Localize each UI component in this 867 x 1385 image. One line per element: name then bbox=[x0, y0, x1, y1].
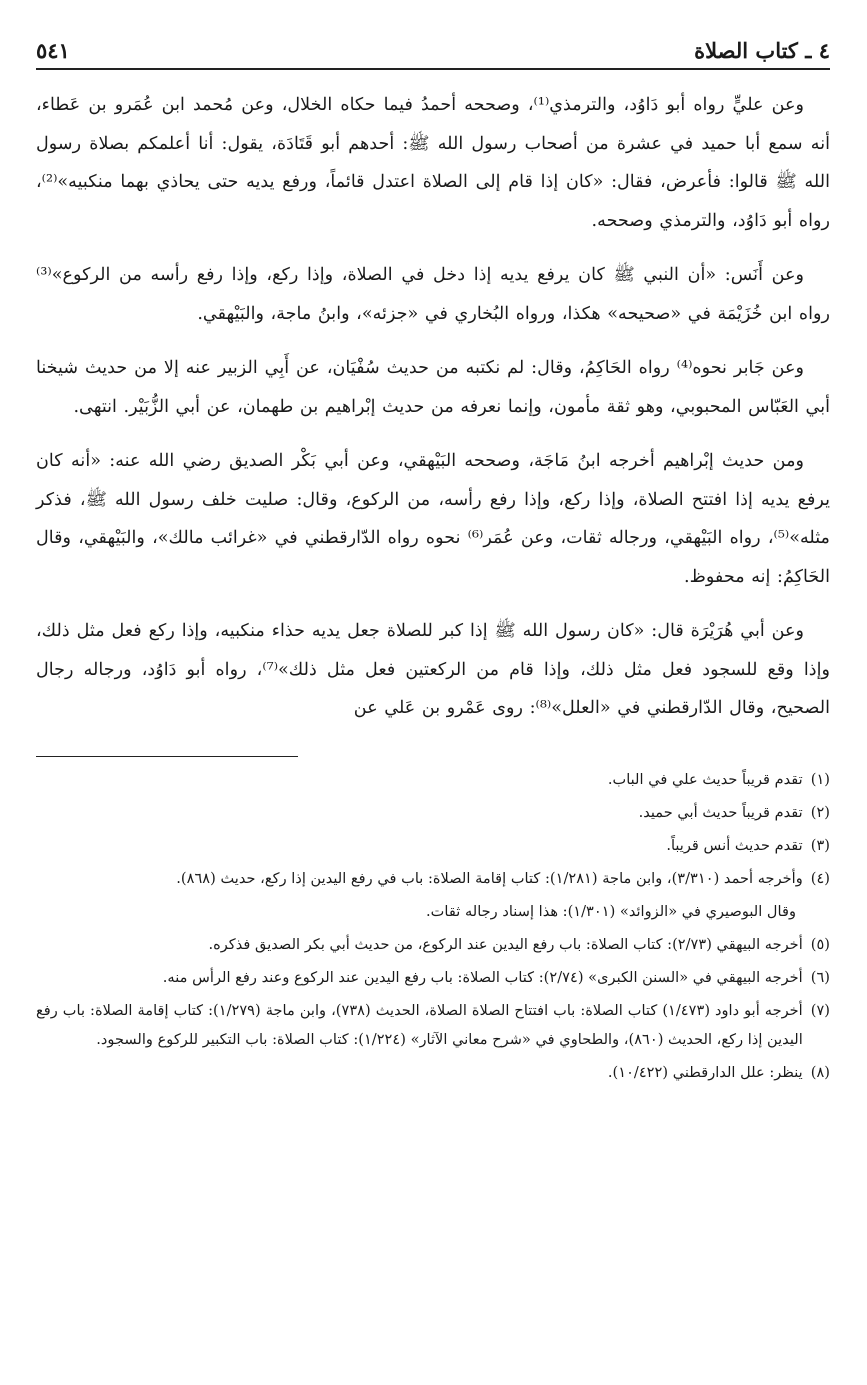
chapter-title: ٤ ـ كتاب الصلاة bbox=[694, 38, 830, 63]
footnote-number: (٧) bbox=[810, 1001, 830, 1019]
footnote-number: (٦) bbox=[810, 968, 830, 986]
page-header bbox=[36, 38, 830, 70]
paragraph: وعن أَنَس: «أن النبي ﷺ كان يرفع يديه إذا دخل في الصلاة، وإذا ركع، وإذا رفع رأسه من الركوع»⁽³⁾ رواه ابن خُزَيْمَة في «صحيحه» هكذا، ورواه البُخاري في «جزئه»، وابنُ ماجة، والبَيْهقي. bbox=[36, 265, 830, 324]
footnote-text: ينظر: علل الدارقطني (١٠/٤٢٢). bbox=[607, 1063, 803, 1081]
page-number: ٥٤١ bbox=[36, 38, 70, 63]
footnote-number: (٨) bbox=[810, 1063, 830, 1081]
footnote-text: تقدم قريباً حديث علي في الباب. bbox=[607, 770, 803, 788]
footnote-text: تقدم قريباً حديث أبي حميد. bbox=[638, 803, 803, 821]
footnote-number: (٢) bbox=[810, 803, 830, 821]
footnotes bbox=[36, 765, 830, 1087]
footnote bbox=[36, 1058, 830, 1087]
paragraph: ومن حديث إبْراهيم أخرجه ابنُ مَاجَة، وصححه البَيْهقي، وعن أبي بَكْر الصديق رضي الله عنه: «أنه كان يرفع يديه إذا افتتح الصلاة، وإذا ركع، وإذا رفع رأسه، من الركوع، وقال: صليت خلف رسول الله ﷺ، فذكر مثله»⁽⁵⁾، رواه البَيْهقي، ورجاله ثقات، وعن عُمَر⁽⁶⁾ نحوه رواه الدّارقطني في «غرائب مالك»، والبَيْهقي، وقال الحَاكِمُ: إنه محفوظ. bbox=[36, 451, 830, 587]
footnote bbox=[36, 930, 830, 959]
footnote bbox=[36, 963, 830, 992]
book-page bbox=[36, 38, 830, 1091]
footnote-number: (١) bbox=[810, 770, 830, 788]
paragraph: وعن أبي هُرَيْرَة قال: «كان رسول الله ﷺ إذا كبر للصلاة جعل يديه حذاء منكبيه، وإذا ركع فعل مثل ذلك، وإذا وقع للسجود فعل مثل ذلك، وإذا قام من الركعتين فعل مثل ذلك»⁽⁷⁾، رواه أبو دَاوُد، ورجاله رجال الصحيح، وقال الدّارقطني في «العلل»⁽⁸⁾: روى عَمْرو بن عَلي عن bbox=[36, 621, 830, 718]
footnote bbox=[36, 996, 830, 1054]
footnote-text: أخرجه أبو داود (١/٤٧٣) كتاب الصلاة: باب افتتاح الصلاة الصلاة، الحديث (٧٣٨)، وابن ماجة (١/٢٧٩): كتاب إقامة الصلاة: باب رفع اليدين إذا ركع، الحديث (٨٦٠)، والطحاوي في «شرح معاني الآثار» (١/٢٢٤): كتاب الصلاة: باب التكبير للركوع والسجود. bbox=[36, 1001, 803, 1048]
main-text bbox=[36, 86, 830, 728]
footnote-number: (٥) bbox=[810, 935, 830, 953]
paragraph: وعن جَابر نحوه⁽⁴⁾ رواه الحَاكِمُ، وقال: لم نكتبه من حديث سُفْيَان، عن أَبِي الزبير عنه إلا من حديث شيخنا أبي العَبّاس المحبوبي، وهو ثقة مأمون، وإنما نعرفه من حديث إبْراهيم بن طهمان، عن أبي الزُّبَيْر. انتهى. bbox=[36, 358, 830, 417]
footnote-number: (٤) bbox=[810, 869, 830, 887]
footnote bbox=[36, 798, 830, 827]
footnote bbox=[36, 765, 830, 794]
footnote-continuation: وقال البوصيري في «الزوائد» (١/٣٠١): هذا إسناد رجاله ثقات. bbox=[426, 902, 796, 920]
footnote-separator bbox=[36, 756, 298, 757]
footnote-number: (٣) bbox=[810, 836, 830, 854]
footnote-text: أخرجه البيهقي في «السنن الكبرى» (٢/٧٤): كتاب الصلاة: باب رفع اليدين عند الركوع وعند رفع الرأس منه. bbox=[162, 968, 803, 986]
footnote-text: تقدم حديث أنس قريباً. bbox=[666, 836, 803, 854]
footnote bbox=[36, 831, 830, 860]
footnote-text: أخرجه البيهقي (٢/٧٣): كتاب الصلاة: باب رفع اليدين عند الركوع، من حديث أبي بكر الصديق فذكره. bbox=[208, 935, 803, 953]
footnote bbox=[36, 864, 830, 893]
paragraph: وعن عليٍّ رواه أبو دَاوُد، والترمذي⁽¹⁾، وصححه أحمدُ فيما حكاه الخلال، وعن مُحمد ابن عُمَرو بن عَطاء، أنه سمع أبا حميد في عشرة من أصحاب رسول الله ﷺ: أحدهم أبو قَتَادَة، يقول: أنا أعلمكم بصلاة رسول الله ﷺ قالوا: فأعرض، فقال: «كان إذا قام إلى الصلاة اعتدل قائماً، ورفع يديه حتى يحاذي بهما منكبيه»⁽²⁾، رواه أبو دَاوُد، والترمذي وصححه. bbox=[36, 95, 830, 231]
footnote-text: وأخرجه أحمد (٣/٣١٠)، وابن ماجة (١/٢٨١): كتاب إقامة الصلاة: باب في رفع اليدين إذا ركع، حديث (٨٦٨). bbox=[176, 869, 803, 887]
